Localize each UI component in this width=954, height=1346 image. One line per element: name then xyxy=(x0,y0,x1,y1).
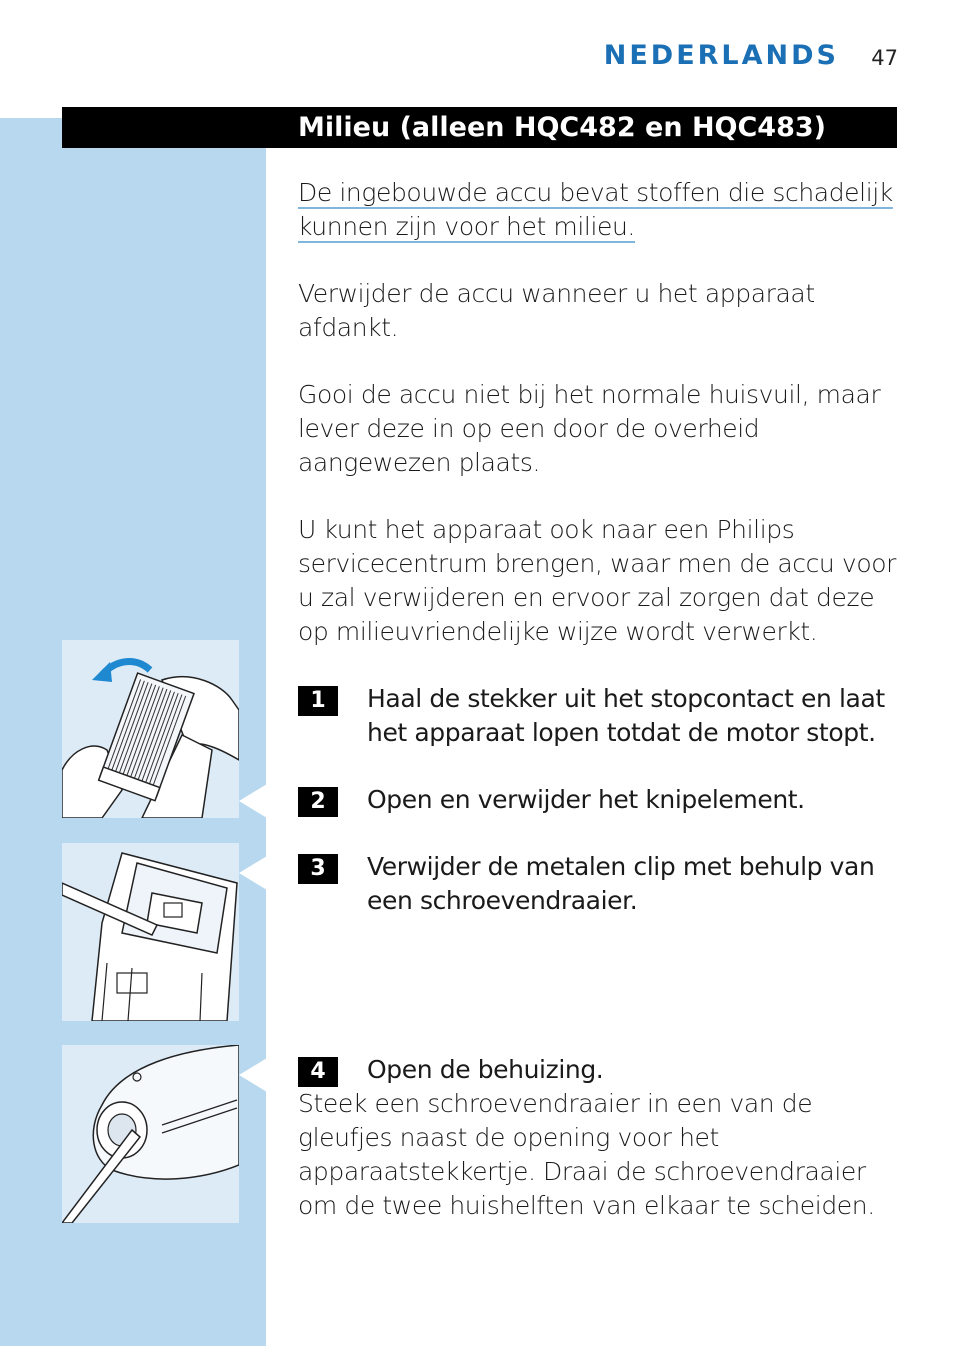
step-text: Open en verwijder het knipelement. xyxy=(367,785,805,814)
illustration-remove-clip xyxy=(62,843,239,1021)
paragraph-waste: Gooi de accu niet bij het normale huisvuil, maar lever deze in op een door de overheid aangewezen plaats. xyxy=(298,380,881,477)
step-4-detail: Steek een schroevendraaier in een van de gleufjes naast de opening voor het apparaatstekkertje. Draai de schroevendraaier om de twee huishelften van elkaar te scheiden. xyxy=(298,1089,875,1220)
warning-paragraph: De ingebouwde accu bevat stoffen die schadelijk kunnen zijn voor het milieu. xyxy=(298,178,893,241)
language-header: NEDERLANDS xyxy=(603,40,839,71)
illustration-remove-clip-drawing xyxy=(62,843,239,1021)
illustration-remove-cutter-drawing xyxy=(62,640,239,818)
step-number-badge: 1 xyxy=(298,686,338,716)
step-number-badge: 2 xyxy=(298,787,338,817)
paragraph-service: U kunt het apparaat ook naar een Philips servicecentrum brengen, waar men de accu voor u zal verwijderen en ervoor zal zorgen dat deze op milieuvriendelijke wijze wordt verwerkt. xyxy=(298,515,896,646)
step-text: Haal de stekker uit het stopcontact en laat het apparaat lopen totdat de motor stopt. xyxy=(367,684,885,747)
step-text: Open de behuizing. xyxy=(367,1055,604,1084)
step-text: Verwijder de metalen clip met behulp van een schroevendraaier. xyxy=(367,852,875,915)
illustration-remove-cutter xyxy=(62,640,239,818)
page-number: 47 xyxy=(871,46,898,70)
step-number-badge: 4 xyxy=(298,1057,338,1087)
illustration-pointer xyxy=(239,784,267,818)
step-number-badge: 3 xyxy=(298,854,338,884)
section-title: Milieu (alleen HQC482 en HQC483) xyxy=(298,112,827,143)
illustration-pointer xyxy=(239,1058,267,1092)
illustration-pointer xyxy=(239,856,267,890)
paragraph-dispose: Verwijder de accu wanneer u het apparaat afdankt. xyxy=(298,279,815,342)
illustration-open-housing xyxy=(62,1045,239,1223)
illustration-open-housing-drawing xyxy=(62,1045,239,1223)
